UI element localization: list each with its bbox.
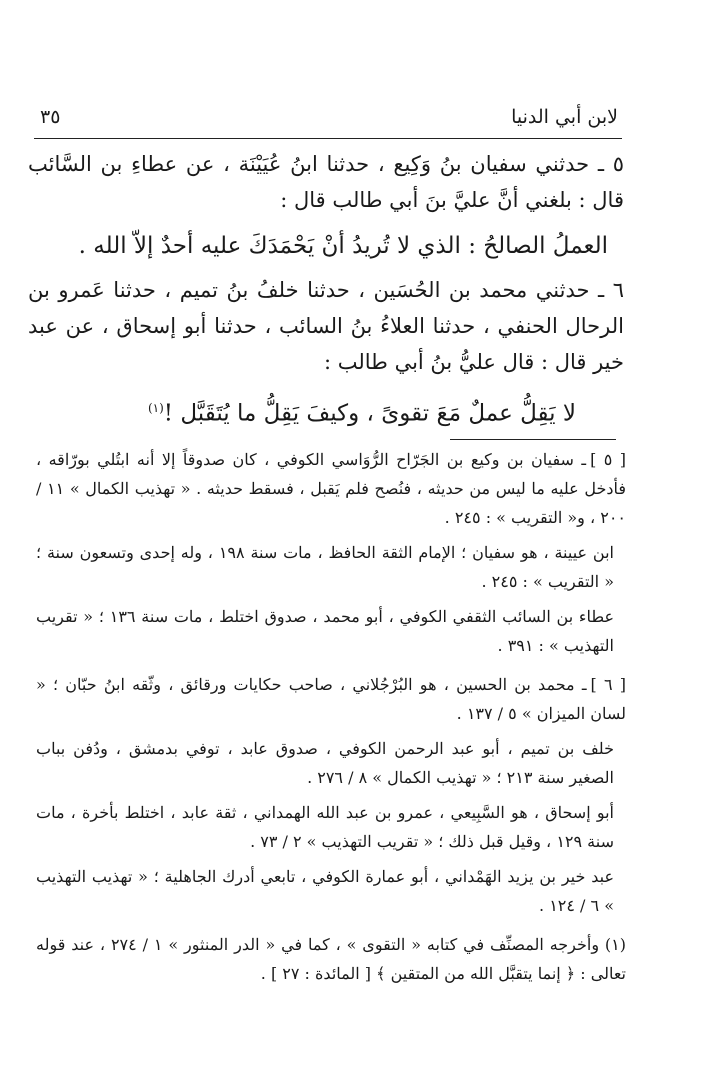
hadith-6-text-line bbox=[28, 390, 624, 432]
running-title: لابن أبي الدنيا bbox=[511, 106, 618, 128]
main-text bbox=[28, 146, 624, 432]
note-6-tag: [ ٦ ] bbox=[590, 675, 627, 694]
note-5-text: ـ سفيان بن وكيع بن الجَرّاح الرُّوَاسي الكوفي ، كان صدوقاً إلا أنه ابتُلي بورّاقه ، فأدخل عليه ما ليس من حديثه ، فنُصح فلم يَقبل ، فسقط حديثه . « تهذيب الكمال » ١١ / ٢٠٠ ، و« التقريب » : ٢٤٥ . bbox=[36, 450, 626, 527]
footnotes bbox=[36, 445, 626, 988]
note-6-abu-ishaq: أبو إسحاق ، هو السَّبِيعي ، عمرو بن عبد الله الهمداني ، ثقة عابد ، اختلط بأخرة ، مات سنة ١٢٩ ، وقيل قبل ذلك ؛ « تقريب التهذيب » ٢ / ٧٣ . bbox=[36, 803, 614, 851]
note-5-ata: عطاء بن السائب الثقفي الكوفي ، أبو محمد ، صدوق اختلط ، مات سنة ١٣٦ ؛ « تقريب التهذيب » : ٣٩١ . bbox=[36, 607, 615, 655]
running-header bbox=[40, 100, 618, 134]
note-6-khalaf: خلف بن تميم ، أبو عبد الرحمن الكوفي ، صدوق عابد ، توفي بدمشق ، ودُفن بباب الصغير سنة ٢١٣ ؛ « تهذيب الكمال » ٨ / ٢٧٦ . bbox=[36, 739, 614, 787]
footnote-1: (١) وأخرجه المصنِّف في كتابه « التقوى » ، كما في « الدر المنثور » ١ / ٢٧٤ ، عند قوله تعالى : ﴿ إنما يتقبَّل الله من المتقين ﴾ [ المائدة : ٢٧ ] . bbox=[36, 935, 627, 983]
hadith-6-chain: ٦ ـ حدثني محمد بن الحُسَين ، حدثنا خلفُ بنُ تميم ، حدثنا عَمرو بن الرحال الحنفي ، حدثنا العلاءُ بنُ السائب ، حدثنا أبو إسحاق ، عن عبد خير قال : قال عليُّ بنُ أبي طالب : bbox=[28, 278, 624, 374]
header-divider bbox=[34, 138, 622, 139]
footnote-divider bbox=[450, 439, 616, 440]
note-6-abd-khayr: عبد خير بن يزيد الهَمْداني ، أبو عمارة الكوفي ، تابعي أدرك الجاهلية ؛ « تهذيب التهذيب » ٦ / ١٢٤ . bbox=[36, 867, 614, 915]
hadith-5-text: العملُ الصالحُ : الذي لا تُريدُ أنْ يَحْمَدَكَ عليه أحدٌ إلاّ الله . bbox=[78, 233, 608, 259]
page-number: ٣٥ bbox=[40, 106, 61, 128]
note-5-ibn-uyayna: ابن عيينة ، هو سفيان ؛ الإمام الثقة الحافظ ، مات سنة ١٩٨ ، وله إحدى وتسعون سنة ؛ « التقريب » : ٢٤٥ . bbox=[36, 543, 615, 591]
note-5-sufyan bbox=[36, 445, 626, 532]
note-5-tag: [ ٥ ] bbox=[590, 450, 626, 469]
hadith-5-chain: ٥ ـ حدثني سفيان بنُ وَكِيع ، حدثنا ابنُ عُيَيْنَة ، عن عطاءِ بن السَّائب قال : بلغني أنَّ عليَّ بنَ أبي طالب قال : bbox=[28, 152, 624, 212]
note-6-muhammad bbox=[36, 670, 626, 728]
note-6-text: ـ محمد بن الحسين ، هو البُرْجُلاني ، صاحب حكايات ورقائق ، وثّقه ابنُ حبّان ؛ « لسان الميزان » ٥ / ١٣٧ . bbox=[36, 675, 626, 723]
footnote-marker: (١) bbox=[147, 401, 164, 415]
hadith-6-text: لا يَقِلُّ عملٌ مَعَ تقوىً ، وكيفَ يَقِلُّ ما يُتَقَبَّل ! bbox=[163, 400, 576, 427]
